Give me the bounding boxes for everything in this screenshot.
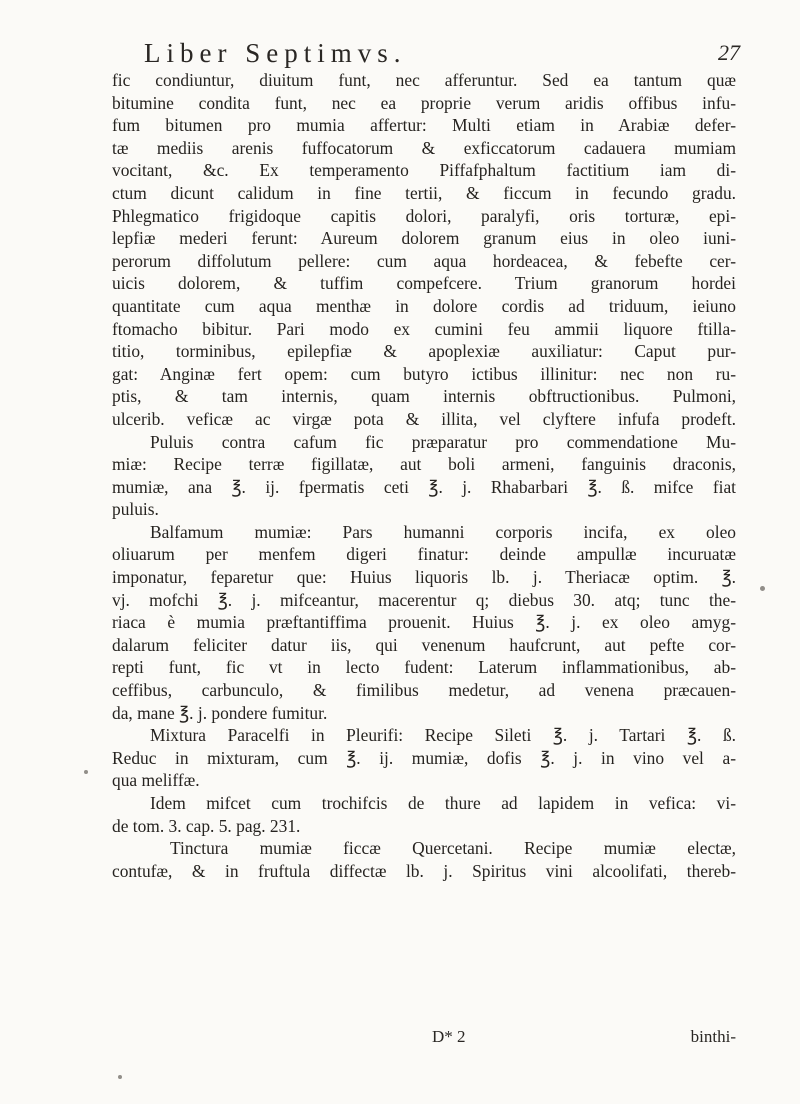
body-text [112,69,736,882]
catchword: binthi- [690,1027,736,1046]
text-line: Balfamum mumiæ: Pars humanni corporis incifa, ex oleo [150,521,736,542]
text-line: gat: Anginæ fert opem: cum butyro ictibus illinitur: nec non ru- [112,363,736,384]
text-line: lepfiæ mederi ferunt: Aureum dolorem granum eius in oleo iuni- [112,228,736,249]
text-line: Reduc in mixturam, cum ℥. ij. mumiæ, dofis ℥. j. in vino vel a- [112,747,736,768]
text-line: de tom. 3. cap. 5. pag. 231. [112,815,301,836]
text-line: titio, torminibus, epilepfiæ & apoplexiæ auxiliatur: Caput pur- [112,341,736,362]
text-line: Tinctura mumiæ ficcæ Quercetani. Recipe mumiæ electæ, [170,838,736,859]
signature-mark: D* 2 [432,1027,466,1046]
text-line: Mixtura Paracelfi in Pleurifi: Recipe Sileti ℥. j. Tartari ℥. ß. [150,725,736,746]
page-number: 27 [718,40,740,65]
ink-spot [760,586,765,591]
text-line: uicis dolorem, & tuffim compefcere. Trium granorum hordei [112,273,736,294]
text-line: Puluis contra cafum fic præparatur pro commendatione Mu- [150,431,736,452]
text-line: fic condiuntur, diuitum funt, nec afferuntur. Sed ea tantum quæ [112,70,736,90]
text-line: vj. mofchi ℥. j. mifceantur, macerentur q; diebus 30. atq; tunc the- [112,589,736,610]
text-line: Phlegmatico frigidoque capitis dolori, paralyfi, oris torturæ, epi- [112,205,736,226]
text-line: mumiæ, ana ℥. ij. fpermatis ceti ℥. j. Rhabarbari ℥. ß. mifce fiat [112,476,736,497]
text-line: ptis, & tam internis, quam internis obftructionibus. Pulmoni, [112,386,736,407]
text-line: quantitate cum aqua menthæ in dolore cordis ad triduum, ieiuno [112,295,736,316]
text-line: fum bitumen pro mumia affertur: Multi etiam in Arabiæ defer- [112,115,736,136]
text-line: dalarum feliciter datur iis, qui venenum haufcrunt, aut pefte cor- [112,634,736,655]
ink-spot [84,770,88,774]
text-line: imponatur, feparetur que: Huius liquoris lb. j. Theriacæ optim. ℥. [112,567,736,588]
ink-spot [118,1075,122,1079]
text-line: da, mane ℥. j. pondere fumitur. [112,702,328,723]
text-line: ftomacho bibitur. Pari modo ex cumini feu ammii liquore ftilla- [112,318,736,339]
text-line: Idem mifcet cum trochifcis de thure ad lapidem in vefica: vi- [150,793,736,813]
text-line: puluis. [112,499,159,520]
text-line: miæ: Recipe terræ figillatæ, aut boli armeni, fanguinis draconis, [112,454,736,475]
text-line: contufæ, & in fruftula diffectæ lb. j. Spiritus vini alcoolifati, thereb- [112,860,736,881]
text-line: tæ mediis arenis fuffocatorum & exficcatorum cadauera mumiam [112,137,736,158]
text-line: perorum diffolutum pellere: cum aqua hordeacea, & febefte cer- [112,250,736,271]
text-line: repti funt, fic vt in lecto fudent: Laterum inflammationibus, ab- [112,657,736,678]
text-line: ulcerib. veficæ ac virgæ pota & illita, vel clyftere infufa prodeft. [112,408,736,429]
text-line: qua meliffæ. [112,770,200,791]
text-line: vocitant, &c. Ex temperamento Piffafphaltum factitium iam di- [112,160,736,181]
text-line: bitumine condita funt, nec ea proprie verum aridis offibus infu- [112,92,736,113]
text-line: ctum dicunt calidum in fine tertii, & ficcum in fecundo gradu. [112,182,736,203]
text-line: riaca è mumia præftantiffima prouenit. Huius ℥. j. ex oleo amyg- [112,612,736,633]
text-line: ceffibus, carbunculo, & fimilibus medetur, ad venena præcauen- [112,680,736,701]
text-line: oliuarum per menfem digeri finatur: deinde ampullæ incuruatæ [112,544,736,565]
running-title: Liber Septimvs. [144,38,407,68]
